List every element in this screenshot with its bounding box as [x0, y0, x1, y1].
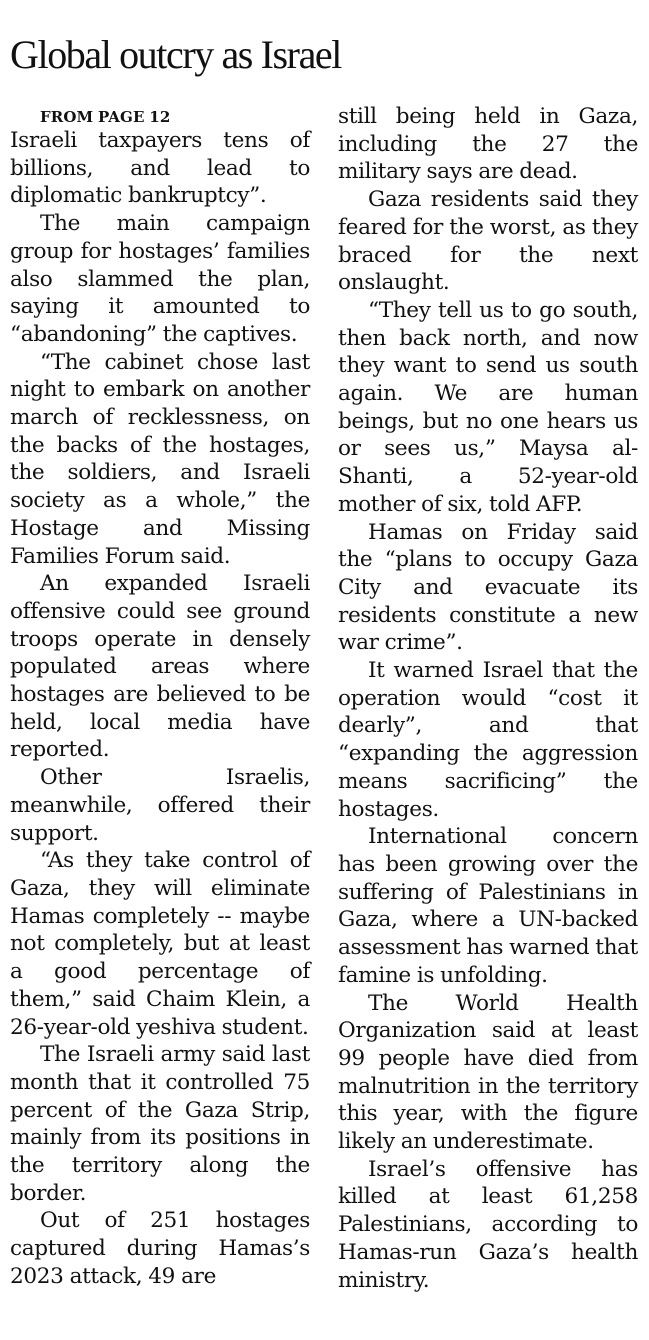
article-column-right: [338, 103, 638, 1294]
paragraph: The Israeli army said last month that it controlled 75 percent of the Gaza Strip, mainly from its positions in the territory along the border.: [10, 1042, 310, 1206]
paragraph: Israeli taxpayers tens of billions, and lead to diplomatic bankruptcy”.: [10, 128, 310, 209]
paragraph: An expanded Israeli offensive could see ground troops operate in densely populated areas where hostages are believed to be held, local media have reported.: [10, 571, 310, 763]
paragraph: The main campaign group for hostages’ families also slammed the plan, saying it amounted to “abandoning” the captives.: [10, 211, 310, 347]
paragraph: “As they take control of Gaza, they will eliminate Hamas completely -- maybe not completely, but at least a good percentage of them,” said Chaim Klein, a 26-year-old yeshiva student.: [10, 848, 310, 1040]
jump-line: FROM PAGE 12: [40, 108, 171, 126]
paragraph: Other Israelis, meanwhile, offered their support.: [10, 765, 310, 846]
paragraph: It warned Israel that the operation would “cost it dearly”, and that “expanding the aggression means sacrificing” the hostages.: [338, 658, 638, 822]
paragraph: “The cabinet chose last night to embark on another march of recklessness, on the backs of the hostages, the soldiers, and Israeli society as a whole,” the Hostage and Missing Families Forum said.: [10, 349, 310, 569]
paragraph: “They tell us to go south, then back north, and now they want to send us south again. We are human beings, but no one hears us or sees us,” Maysa al-Shanti, a 52-year-old mother of six, told AFP.: [338, 297, 638, 517]
paragraph: Israel’s offensive has killed at least 61,258 Palestinians, according to Hamas-run Gaza’s health ministry.: [338, 1156, 638, 1293]
paragraph: International concern has been growing over the suffering of Palestinians in Gaza, where a UN-backed assessment has warned that famine is unfolding.: [338, 824, 639, 988]
paragraph: The World Health Organization said at least 99 people have died from malnutrition in the territory this year, with the figure likely an underestimate.: [338, 990, 638, 1155]
paragraph: Gaza residents said they feared for the worst, as they braced for the next onslaught.: [338, 187, 638, 296]
headline: Global outcry as Israel: [10, 32, 342, 77]
article-column-left: [10, 106, 310, 1291]
paragraph: Hamas on Friday said the “plans to occupy Gaza City and evacuate its residents constitute a new war crime”.: [338, 519, 638, 656]
paragraph: Out of 251 hostages captured during Hamas’s 2023 attack, 49 are: [10, 1208, 310, 1289]
paragraph: still being held in Gaza, including the 27 the military says are dead.: [338, 104, 638, 185]
